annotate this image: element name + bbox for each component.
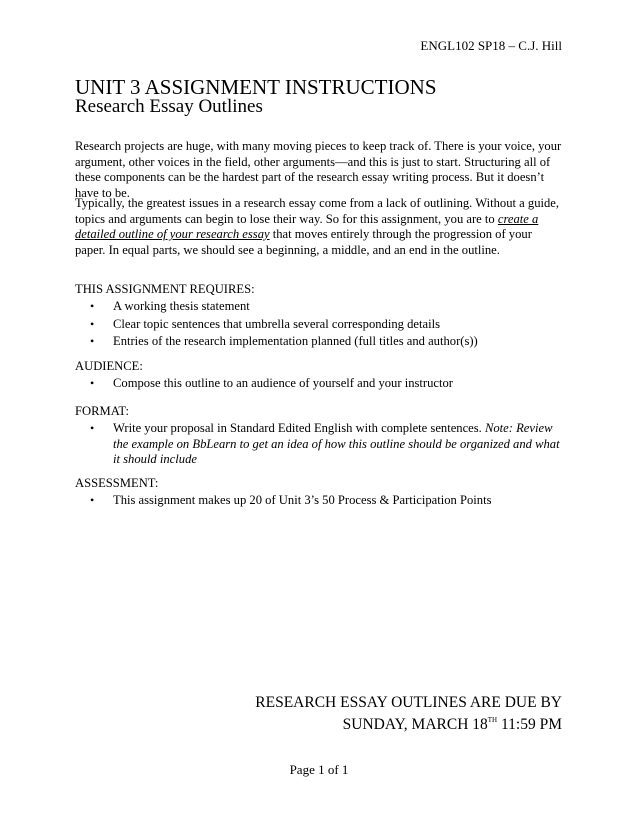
list-item [75,376,565,392]
audience-section [75,358,565,392]
format-heading: FORMAT: [75,404,129,418]
page-subtitle: Research Essay Outlines [75,96,263,117]
bullet-icon: • [90,334,95,349]
course-header: ENGL102 SP18 – C.J. Hill [420,38,562,53]
due-date-line-2 [343,711,562,734]
bullet-icon: • [90,299,95,313]
list-item-text: This assignment makes up 20 of Unit 3’s 50 Process & Participation Points [113,493,492,507]
list-item [75,493,565,509]
intro-paragraph-2 [75,196,565,258]
list-item-text: A working thesis statement [113,299,250,313]
list-item [75,299,565,315]
requires-heading: THIS ASSIGNMENT REQUIRES: [75,282,255,296]
intro-p2-before: Typically, the greatest issues in a research essay come from a lack of outlining. Without a guide, topics and arguments can begin to lose their way. So for this assignment, you are to [75,196,560,226]
list-item-text: Clear topic sentences that umbrella several corresponding details [113,316,440,331]
bullet-icon: • [90,316,95,331]
page-title: UNIT 3 ASSIGNMENT INSTRUCTIONS [75,75,437,99]
bullet-icon: • [90,421,95,435]
audience-list [75,376,565,392]
intro-p2-after: that moves entirely through the progression of your paper. In equal parts, we should see a beginning, a middle, and an end in the outline. [75,227,532,257]
list-item [75,421,565,468]
due-date-line-1: RESEARCH ESSAY OUTLINES ARE DUE BY [255,694,562,711]
list-item [75,334,565,350]
intro-paragraph-1: Research projects are huge, with many moving pieces to keep track of. There is your voice, your argument, other voices in the field, other arguments—and this is just to start. Structuring all of these components can be the hardest part of the research essay writing process. But it doesn’t have to be. [75,139,562,200]
requires-list [75,299,565,350]
format-section [75,403,565,468]
list-item [75,317,565,333]
list-item-text: Write your proposal in Standard Edited English with complete sentences. [113,421,485,435]
outline-link[interactable]: create a detailed outline of your research essay [75,211,539,242]
assessment-heading: ASSESSMENT: [75,476,159,490]
format-list [75,421,565,468]
list-item-text: Compose this outline to an audience of yourself and your instructor [113,376,453,390]
assessment-list [75,493,565,509]
format-note: Note: Review the example on BbLearn to get an idea of how this outline should be organized and what it should include [113,421,560,467]
list-item-text: Entries of the research implementation planned (full titles and author(s)) [113,334,478,349]
assessment-section [75,475,565,509]
bullet-icon: • [90,376,95,390]
due-time-text: 11:59 PM [497,716,562,733]
page-number: Page 1 of 1 [289,762,349,777]
bullet-icon: • [90,493,95,507]
audience-heading: AUDIENCE: [75,359,143,373]
due-date-ordinal: TH [487,716,498,724]
due-date-text: SUNDAY, MARCH 18 [342,716,488,733]
requires-section [75,281,565,350]
